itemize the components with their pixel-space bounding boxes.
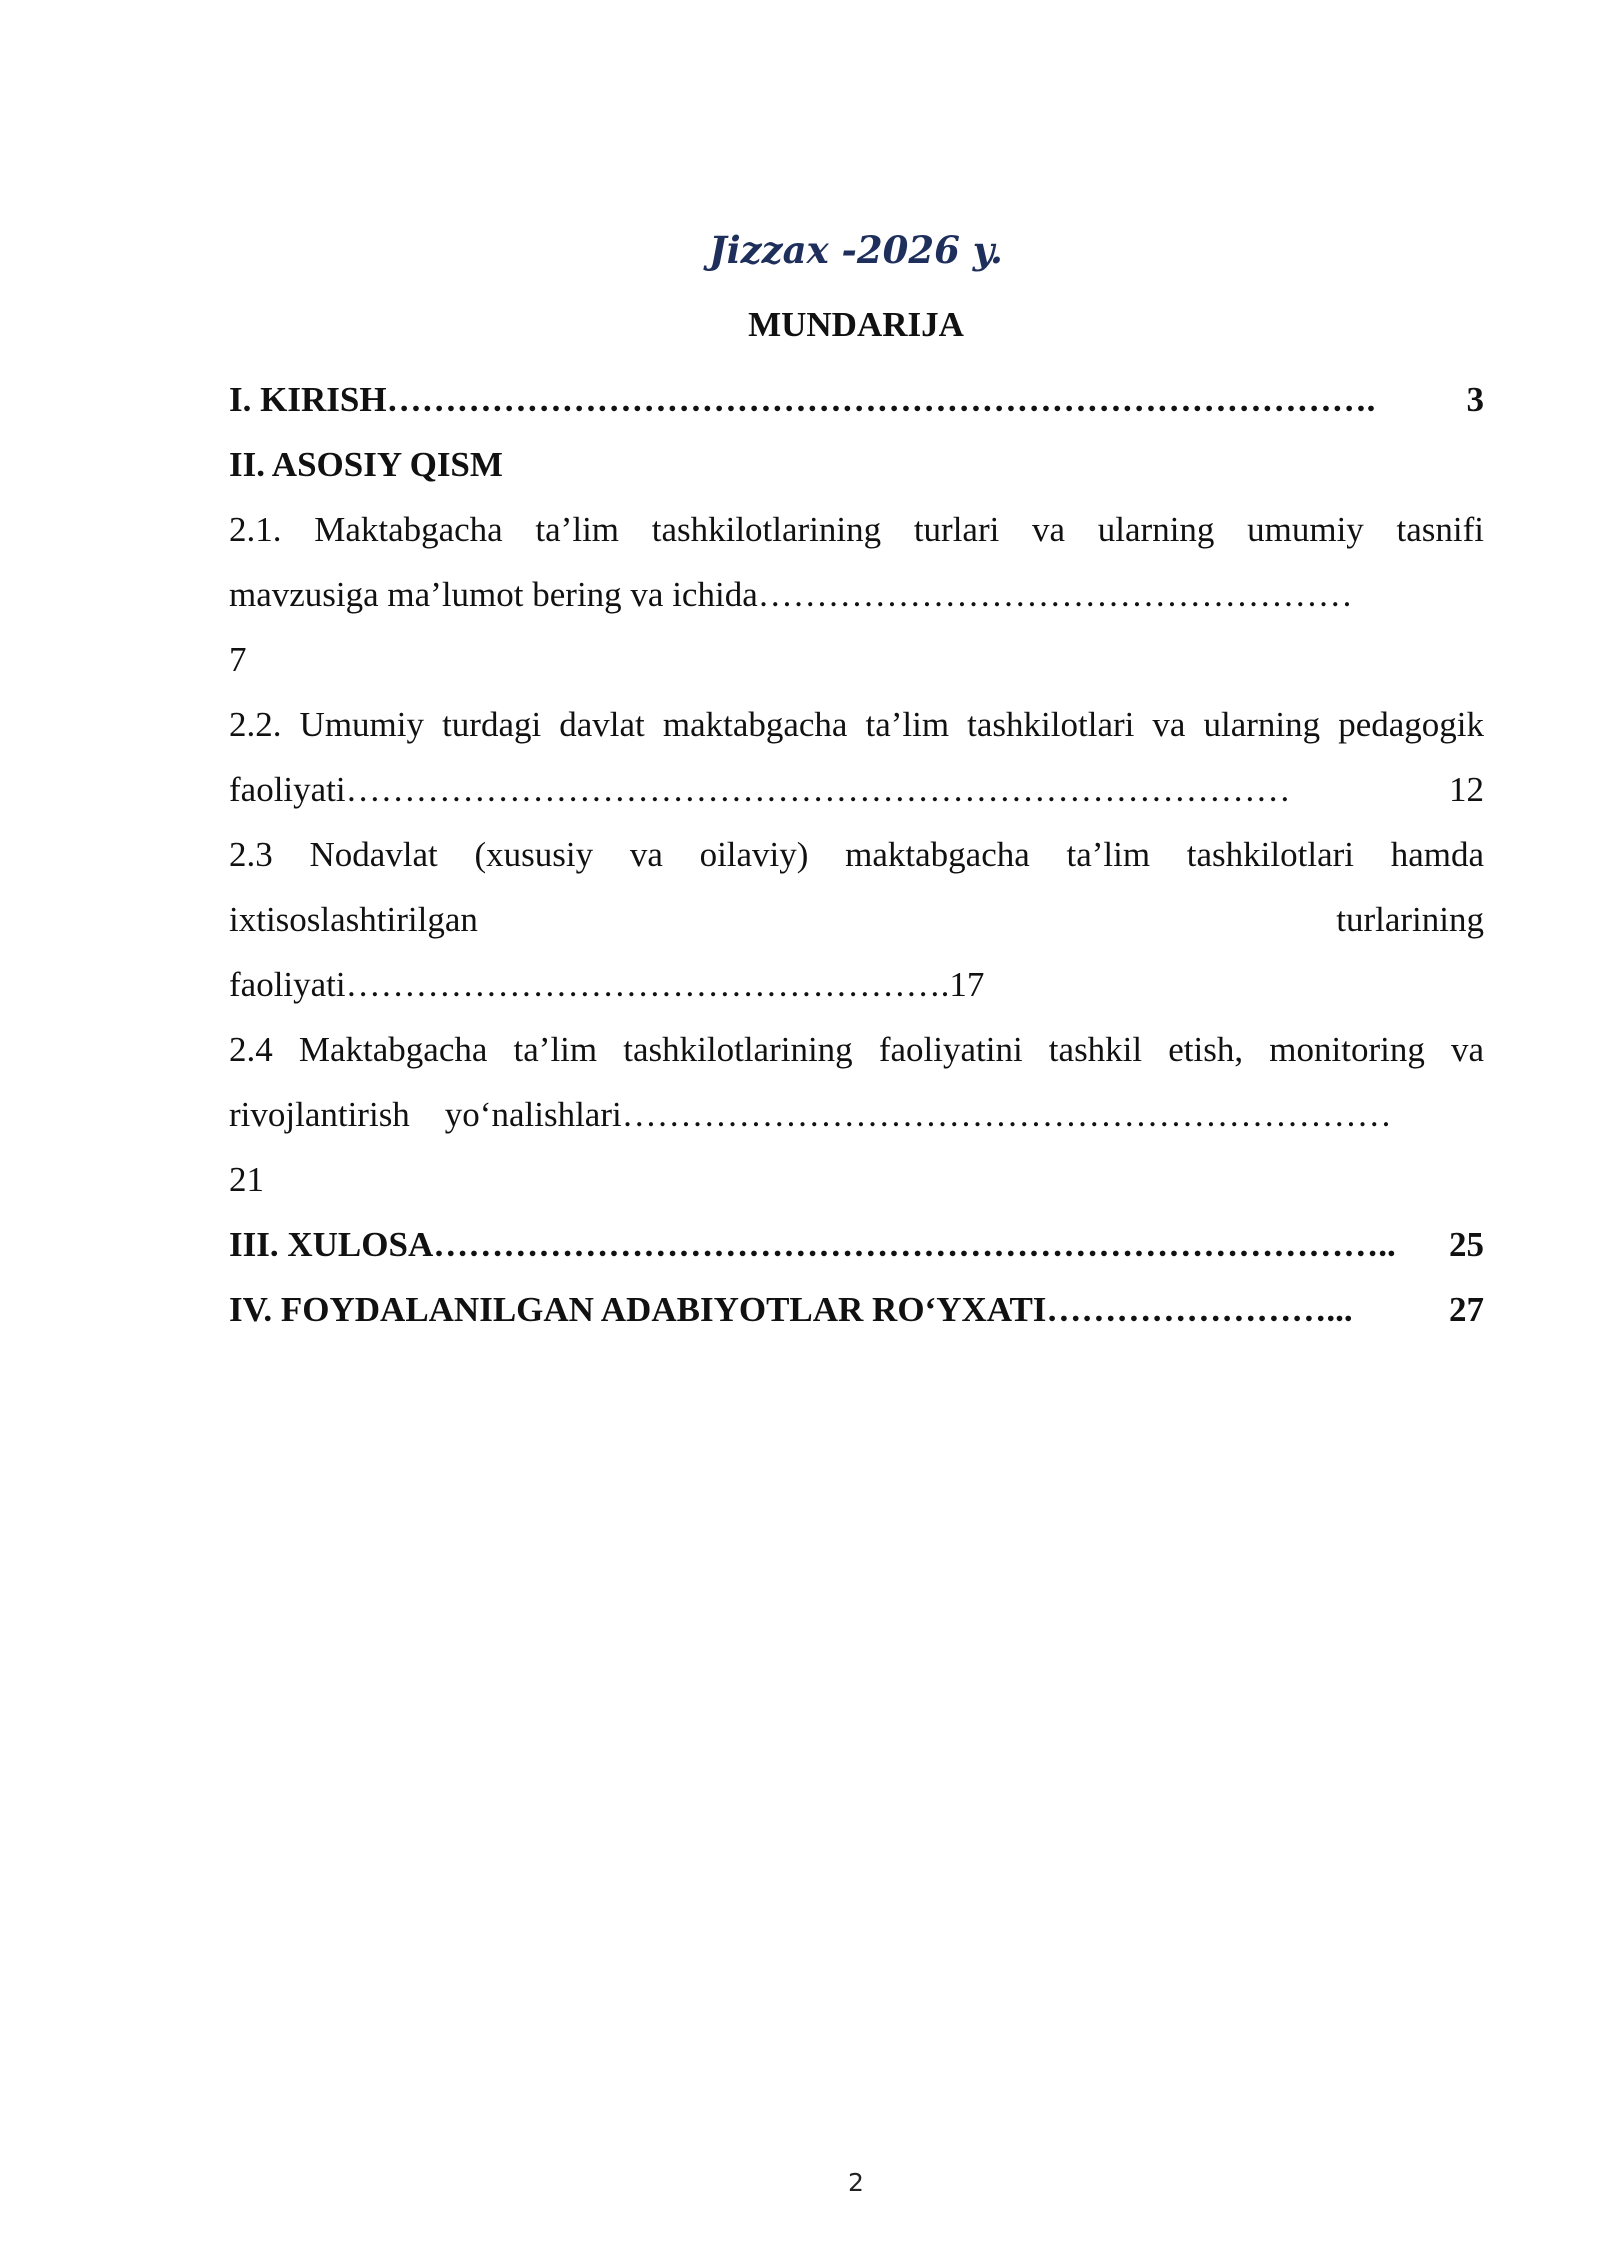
toc-leader-dots: ……………………………………………. — [345, 965, 950, 1004]
table-of-contents — [229, 367, 1484, 1342]
toc-title: MUNDARIJA — [748, 305, 964, 344]
toc-entry-label: faoliyati — [229, 965, 346, 1004]
toc-entry-2-1-line2 — [229, 562, 1484, 627]
toc-leader-dots: ……………………………………………………………………… — [345, 770, 1291, 809]
toc-entry-2-4-page: 21 — [229, 1160, 264, 1199]
toc-entry-2-2-line1: 2.2. Umumiy turdagi davlat maktabgacha ta’lim tashkilotlari va ularning pedagogik — [229, 705, 1484, 744]
toc-entry-label: mavzusiga ma’lumot bering va ichida — [229, 575, 758, 614]
toc-entry-2-1-page: 7 — [229, 640, 247, 679]
toc-leader-dots: ……………………... — [1046, 1290, 1353, 1329]
toc-entry-label: I. KIRISH — [229, 380, 387, 419]
toc-entry-adabiyotlar — [229, 1277, 1484, 1342]
toc-entry-2-1-line1: 2.1. Maktabgacha ta’lim tashkilotlarining turlari va ularning umumiy tasnifi — [229, 510, 1484, 549]
toc-entry-xulosa — [229, 1212, 1484, 1277]
toc-leader-dots: …………………………………………… — [757, 575, 1353, 614]
toc-entry-label: turlarining — [1336, 900, 1484, 939]
toc-leader-dots: ………………………………………………………… — [621, 1095, 1392, 1134]
toc-page-number: 12 — [1449, 770, 1484, 809]
page-number: 2 — [848, 2168, 864, 2197]
toc-entry-2-3-line2 — [229, 887, 1484, 952]
toc-entry-label: ixtisoslashtirilgan — [229, 900, 478, 939]
place-year-heading: Jizzax -2026 y. — [709, 228, 1003, 272]
toc-entry-kirish — [229, 367, 1484, 432]
toc-page-number: 3 — [1466, 380, 1484, 419]
toc-entry-2-2-line2 — [229, 757, 1484, 822]
toc-entry-2-3-line3 — [229, 952, 1484, 1017]
toc-entry-label: faoliyati — [229, 770, 346, 809]
toc-entry-asosiy-qism: II. ASOSIY QISM — [229, 445, 503, 484]
toc-page-number: 17 — [949, 965, 985, 1004]
toc-entry-label: III. XULOSA — [229, 1225, 434, 1264]
toc-entry-label: IV. FOYDALANILGAN ADABIYOTLAR RO‘YXATI — [229, 1290, 1047, 1329]
toc-leader-dots: …………………………………………………………………………. — [386, 380, 1376, 419]
toc-leader-dots: ……………………………………………………………………….. — [433, 1225, 1396, 1264]
toc-entry-2-3-line1: 2.3 Nodavlat (xususiy va oilaviy) maktabgacha ta’lim tashkilotlari hamda — [229, 835, 1484, 874]
toc-entry-2-4-line1: 2.4 Maktabgacha ta’lim tashkilotlarining faoliyatini tashkil etish, monitoring va — [229, 1030, 1484, 1069]
toc-page-number: 25 — [1449, 1225, 1484, 1264]
toc-entry-label: rivojlantirish yo‘nalishlari — [229, 1095, 622, 1134]
toc-page-number: 27 — [1449, 1290, 1484, 1329]
toc-entry-2-4-line2 — [229, 1082, 1484, 1147]
